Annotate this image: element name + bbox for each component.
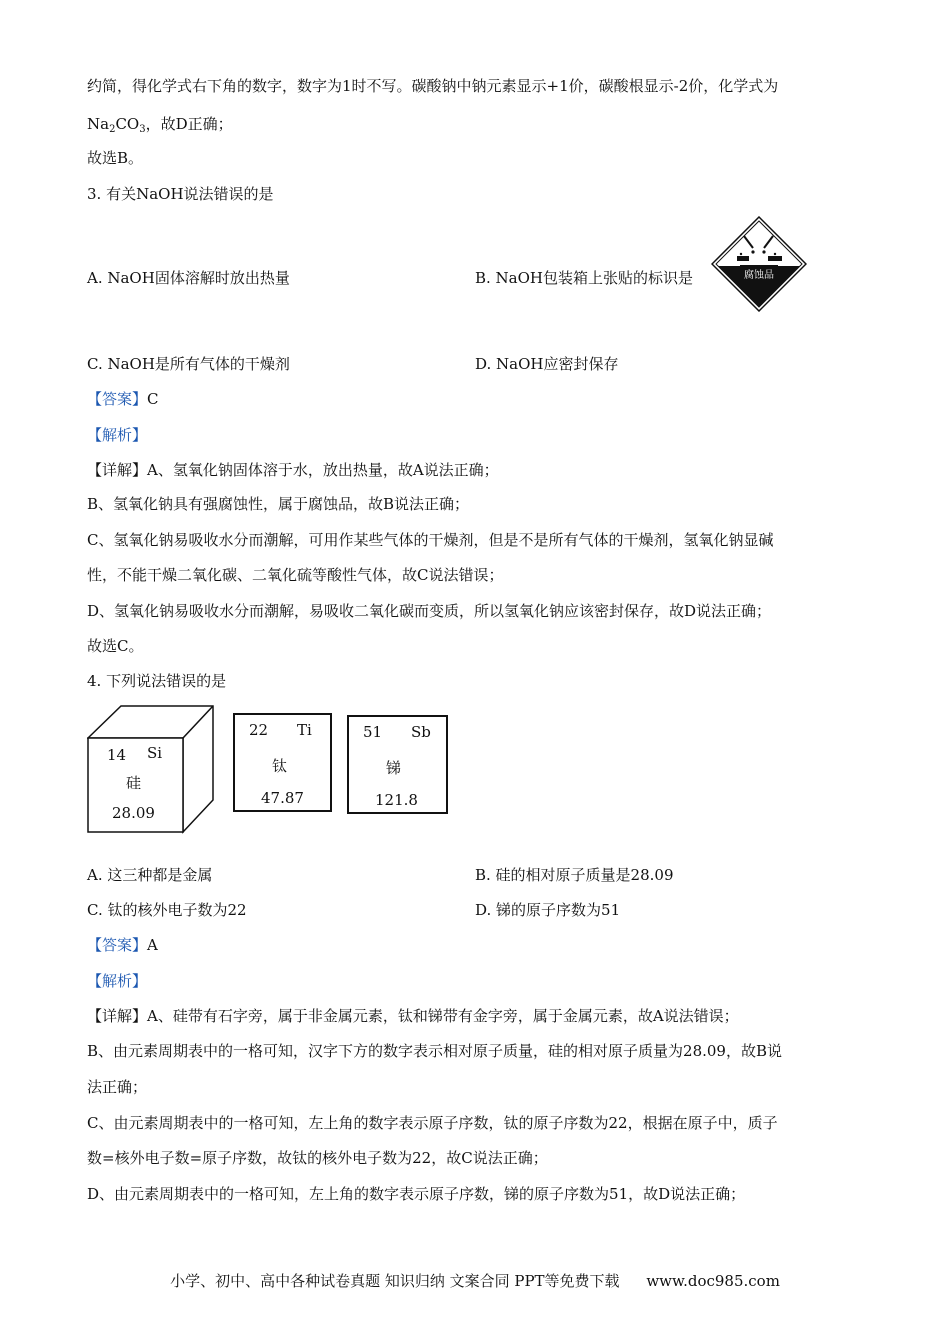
detail-tag: 【详解】 [87, 1007, 148, 1025]
tile-number: 51 [363, 723, 383, 741]
q3-stem: 3. 有关NaOH说法错误的是 [87, 185, 274, 203]
q3-explanation-1 [87, 460, 499, 480]
answer-tag: 【答案】 [87, 390, 148, 408]
element-tile-ti [233, 713, 332, 812]
q4-explanation-3b: 数=核外电子数=原子序数，故钛的核外电子数为22，故C说法正确； [87, 1149, 548, 1167]
q4-explanation-3a: C、由元素周期表中的一格可知，左上角的数字表示原子序数，钛的原子序数为22，根据在原子中，质子 [87, 1114, 778, 1132]
tile-number: 22 [249, 721, 269, 739]
answer-value: C [147, 390, 159, 408]
q3-analysis-tag: 【解析】 [87, 426, 148, 444]
intro-line-2-tail: ，故D正确； [145, 115, 233, 133]
corrosive-sign-label: 腐蚀品 [744, 270, 774, 281]
tile-name: 锑 [386, 759, 402, 777]
formula-sub-3: 3 [139, 124, 146, 135]
q4-stem: 4. 下列说法错误的是 [87, 672, 227, 690]
q4-analysis-tag: 【解析】 [87, 972, 148, 990]
q4-explanation-2b: 法正确； [87, 1078, 148, 1096]
q3-explanation-5: 故选C。 [87, 637, 144, 655]
q3-explanation-2: B、氢氧化钠具有强腐蚀性，属于腐蚀品，故B说法正确； [87, 495, 470, 513]
q3-option-d: D. NaOH应密封保存 [475, 355, 619, 373]
footer-site-link[interactable]: www.doc985.com [646, 1272, 780, 1290]
tile-name: 钛 [272, 757, 288, 775]
q4-option-b: B. 硅的相对原子质量是28.09 [475, 866, 674, 884]
tile-name: 硅 [126, 774, 142, 792]
intro-line-3: 故选B。 [87, 149, 144, 167]
tile-symbol: Sb [411, 723, 431, 741]
q3-explanation-3a: C、氢氧化钠易吸收水分而潮解，可用作某些气体的干燥剂，但是不是所有气体的干燥剂，氢氧化钠显碱 [87, 531, 774, 549]
q4-explanation-4: D、由元素周期表中的一格可知，左上角的数字表示原子序数，锑的原子序数为51，故D说法正确； [87, 1185, 746, 1203]
intro-line-2 [87, 114, 233, 134]
footer-text: 小学、初中、高中各种试卷真题 知识归纳 文案合同 PPT等免费下载 [170, 1272, 620, 1290]
q3-option-a: A. NaOH固体溶解时放出热量 [87, 269, 290, 287]
q3-option-c: C. NaOH是所有气体的干燥剂 [87, 355, 290, 373]
formula-co: CO [115, 115, 140, 133]
q3-explanation-1-text: A、氢氧化钠固体溶于水，放出热量，故A说法正确； [147, 461, 499, 479]
answer-value: A [147, 936, 158, 954]
formula-sub-2: 2 [109, 124, 116, 135]
q4-answer [87, 935, 158, 955]
element-tile-si [87, 704, 215, 834]
q4-option-c: C. 钛的核外电子数为22 [87, 901, 247, 919]
q4-option-a: A. 这三种都是金属 [87, 866, 213, 884]
answer-tag: 【答案】 [87, 936, 148, 954]
q4-explanation-1 [87, 1006, 739, 1026]
tile-number: 14 [107, 746, 127, 764]
q4-explanation-2a: B、由元素周期表中的一格可知，汉字下方的数字表示相对原子质量，硅的相对原子质量为28.09，故B说 [87, 1042, 782, 1060]
tile-mass: 47.87 [261, 789, 304, 807]
corrosive-sign-icon [711, 216, 807, 312]
tile-symbol: Si [147, 744, 163, 762]
page-footer [0, 1270, 950, 1291]
q3-explanation-3b: 性，不能干燥二氧化碳、二氧化硫等酸性气体，故C说法错误； [87, 566, 504, 584]
q3-explanation-4: D、氢氧化钠易吸收水分而潮解，易吸收二氧化碳而变质，所以氢氧化钠应该密封保存，故D说法正确； [87, 602, 772, 620]
element-tile-sb [347, 715, 448, 814]
q3-answer [87, 389, 159, 409]
q4-explanation-1-text: A、硅带有石字旁，属于非金属元素，钛和锑带有金字旁，属于金属元素，故A说法错误； [147, 1007, 739, 1025]
formula-na: Na [87, 115, 110, 133]
intro-line-1: 约简，得化学式右下角的数字，数字为1时不写。碳酸钠中钠元素显示+1价，碳酸根显示-2价，化学式为 [87, 77, 779, 95]
q3-option-b: B. NaOH包装箱上张贴的标识是 [475, 269, 694, 287]
tile-mass: 28.09 [112, 804, 155, 822]
detail-tag: 【详解】 [87, 461, 148, 479]
tile-mass: 121.8 [375, 791, 418, 809]
q4-option-d: D. 锑的原子序数为51 [475, 901, 621, 919]
tile-symbol: Ti [297, 721, 312, 739]
